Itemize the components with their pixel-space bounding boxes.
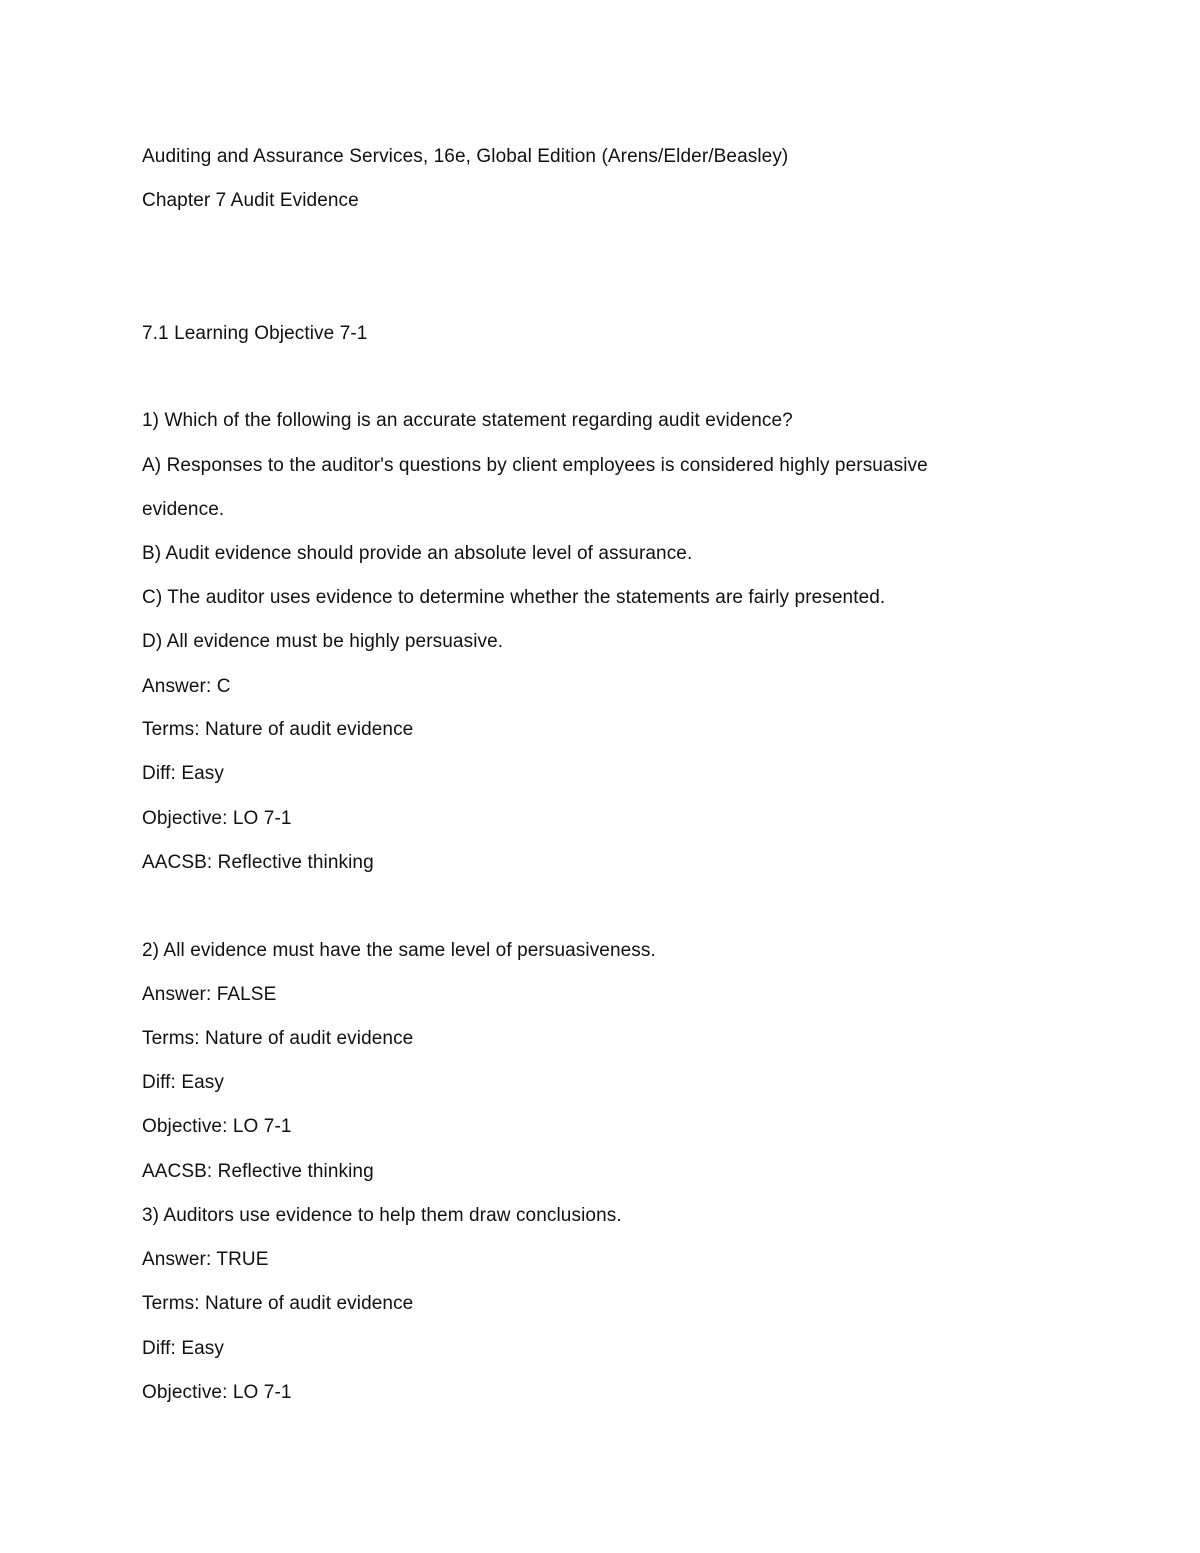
question-1-diff: Diff: Easy xyxy=(142,763,224,784)
question-2-objective: Objective: LO 7-1 xyxy=(142,1116,292,1137)
section-heading: 7.1 Learning Objective 7-1 xyxy=(142,323,368,344)
question-2-terms: Terms: Nature of audit evidence xyxy=(142,1028,414,1049)
question-3-stem: 3) Auditors use evidence to help them draw conclusions. xyxy=(142,1205,622,1226)
question-1-aacsb: AACSB: Reflective thinking xyxy=(142,852,374,873)
question-1-option-b: B) Audit evidence should provide an absolute level of assurance. xyxy=(142,543,693,564)
question-2-aacsb: AACSB: Reflective thinking xyxy=(142,1161,374,1182)
book-title: Auditing and Assurance Services, 16e, Global Edition (Arens/Elder/Beasley) xyxy=(142,146,789,167)
question-1-answer: Answer: C xyxy=(142,676,231,697)
question-2-stem: 2) All evidence must have the same level of persuasiveness. xyxy=(142,940,656,961)
question-3-terms: Terms: Nature of audit evidence xyxy=(142,1293,414,1314)
question-3-diff: Diff: Easy xyxy=(142,1338,224,1359)
question-3-objective: Objective: LO 7-1 xyxy=(142,1382,292,1403)
question-1-option-a: A) Responses to the auditor's questions by client employees is considered highly persuasive xyxy=(142,455,928,476)
question-1-objective: Objective: LO 7-1 xyxy=(142,808,292,829)
question-1-stem: 1) Which of the following is an accurate statement regarding audit evidence? xyxy=(142,410,793,431)
question-2-diff: Diff: Easy xyxy=(142,1072,224,1093)
question-2-answer: Answer: FALSE xyxy=(142,984,277,1005)
chapter-title: Chapter 7 Audit Evidence xyxy=(142,190,359,211)
question-1-option-a-continued: evidence. xyxy=(142,499,225,520)
question-1-option-c: C) The auditor uses evidence to determine whether the statements are fairly presented. xyxy=(142,587,886,608)
question-1-terms: Terms: Nature of audit evidence xyxy=(142,719,414,740)
question-1-option-d: D) All evidence must be highly persuasive. xyxy=(142,631,504,652)
question-3-answer: Answer: TRUE xyxy=(142,1249,269,1270)
